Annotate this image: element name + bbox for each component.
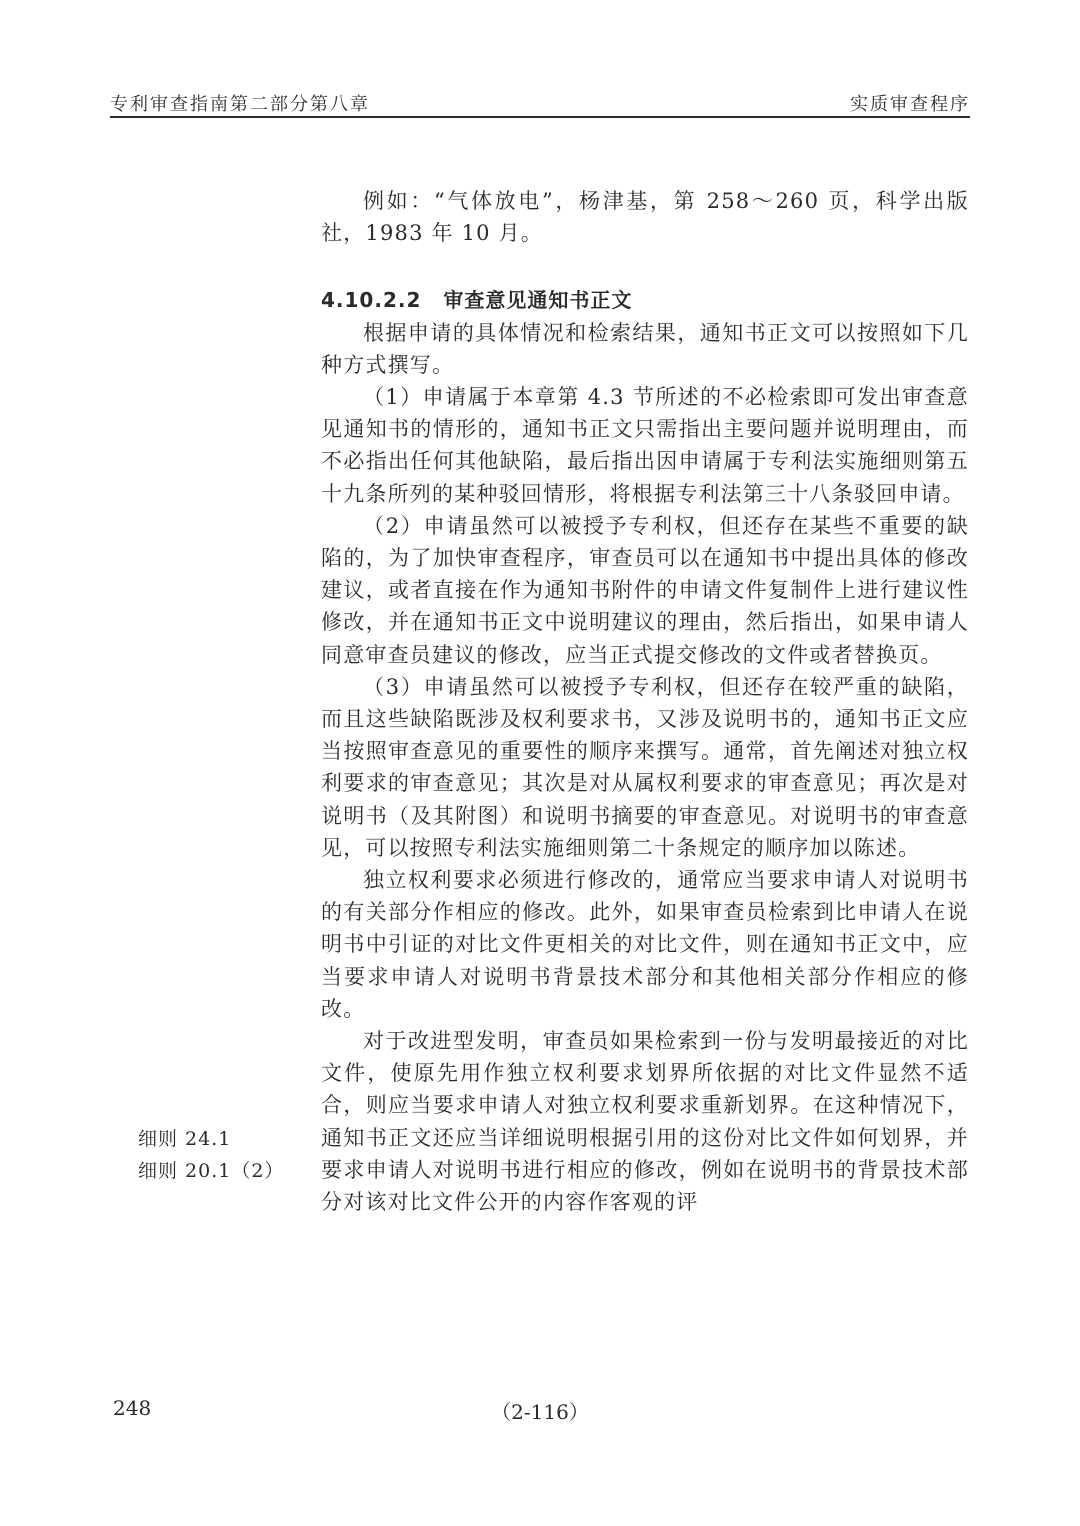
example-citation: 例如：“气体放电”，杨津基，第 258～260 页，科学出版社，1983 年 10 月。 xyxy=(321,189,969,246)
paragraph: 对于改进型发明，审查员如果检索到一份与发明最接近的对比文件，使原先用作独立权利要求划界所依据的对比文件显然不适合，则应当要求申请人对独立权利要求重新划界。在这种情况下，通知书正文还应当详细说明根据引用的这份对比文件如何划界，并要求申请人对说明书进行相应的修改，例如在说明书的背景技术部分对该对比文件公开的内容作客观的评 xyxy=(321,1029,969,1215)
paragraph: （1）申请属于本章第 4.3 节所述的不必检索即可发出审查意见通知书的情形的，通知书正文只需指出主要问题并说明理由，而不必指出任何其他缺陷，最后指出因申请属于专利法实施细则第五十九条所列的某种驳回情形，将根据专利法第三十八条驳回申请。 xyxy=(321,385,969,506)
body-text xyxy=(321,185,969,1218)
margin-note-rule-20-1: 细则 20.1（2） xyxy=(138,1160,285,1182)
paragraph: （2）申请虽然可以被授予专利权，但还存在某些不重要的缺陷的，为了加快审查程序，审查员可以在通知书中提出具体的修改建议，或者直接在作为通知书附件的申请文件复制件上进行建议性修改，并在通知书正文中说明建议的理由，然后指出，如果申请人同意审查员建议的修改，应当正式提交修改的文件或者替换页。 xyxy=(321,513,969,667)
section-heading xyxy=(321,284,969,316)
margin-note-rule-24-1: 细则 24.1 xyxy=(138,1128,232,1150)
section-page-number: （2-116） xyxy=(491,1400,589,1424)
page-number: 248 xyxy=(113,1396,152,1420)
paragraph: （3）申请虽然可以被授予专利权，但还存在较严重的缺陷，而且这些缺陷既涉及权利要求书，又涉及说明书的，通知书正文应当按照审查意见的重要性的顺序来撰写。通常，首先阐述对独立权利要求的审查意见；其次是对从属权利要求的审查意见；再次是对说明书（及其附图）和说明书摘要的审查意见。对说明书的审查意见，可以按照专利法实施细则第二十条规定的顺序加以陈述。 xyxy=(321,674,969,860)
section-number: 4.10.2.2 xyxy=(321,288,422,313)
paragraph: 独立权利要求必须进行修改的，通常应当要求申请人对说明书的有关部分作相应的修改。此外，如果审查员检索到比申请人在说明书中引证的对比文件更相关的对比文件，则在通知书正文中，应当要求申请人对说明书背景技术部分和其他相关部分作相应的修改。 xyxy=(321,868,969,1021)
running-header xyxy=(110,86,970,118)
header-section-title: 实质审查程序 xyxy=(850,94,970,115)
paragraph: 根据申请的具体情况和检索结果，通知书正文可以按照如下几种方式撰写。 xyxy=(321,320,969,377)
header-chapter-title: 专利审查指南第二部分第八章 xyxy=(110,94,370,115)
section-title: 审查意见通知书正文 xyxy=(443,288,633,313)
